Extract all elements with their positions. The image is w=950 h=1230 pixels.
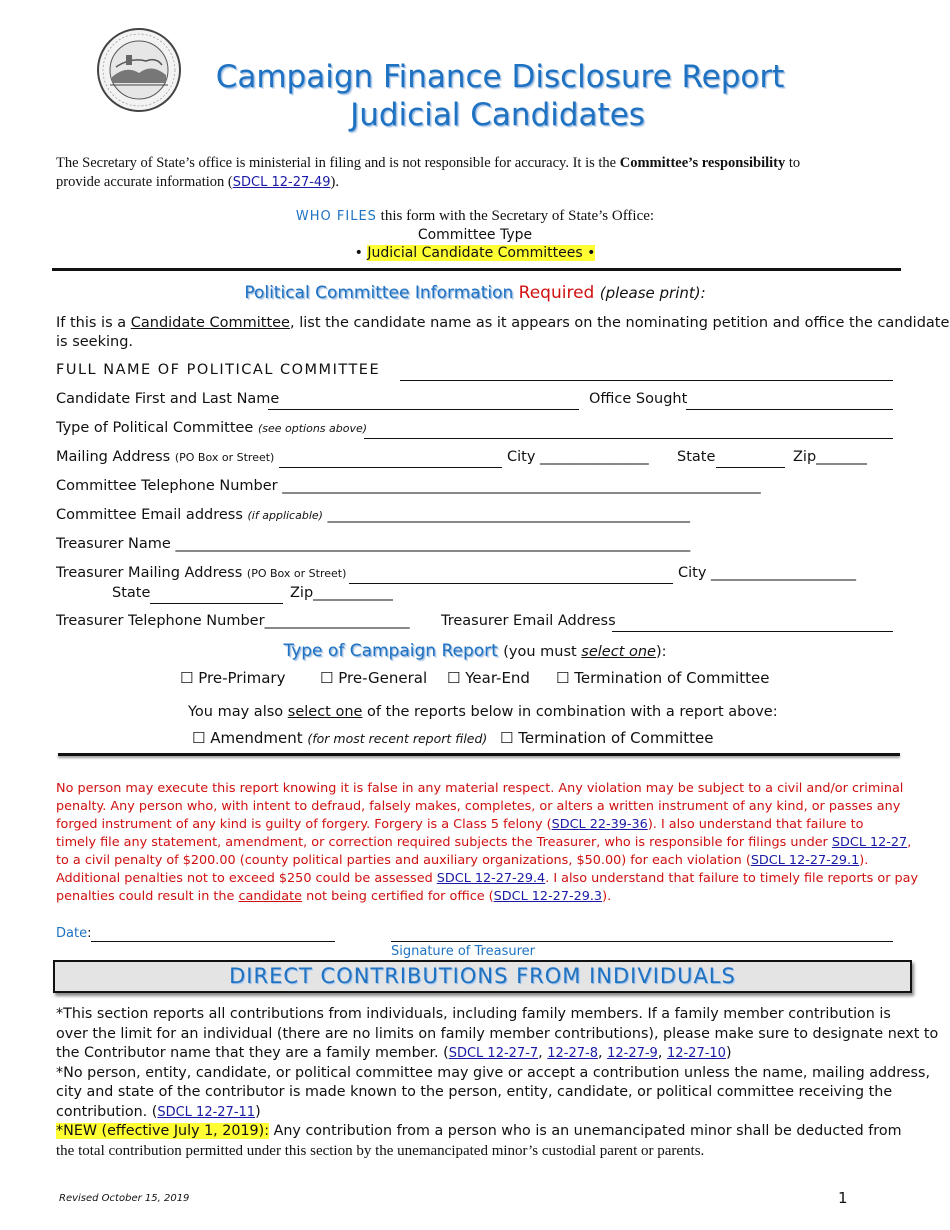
checkbox-icon: ☐	[192, 729, 206, 747]
sdcl-12-27-7-link[interactable]: SDCL 12-27-7	[448, 1046, 539, 1061]
zip-field[interactable]: Zip_______	[793, 449, 867, 465]
section-divider-2	[58, 753, 900, 756]
sdcl-22-39-36-link[interactable]: SDCL 22-39-36	[551, 817, 648, 832]
sdcl-12-27-29-1-link[interactable]: SDCL 12-27-29.1	[750, 853, 860, 868]
date-label: Date:	[56, 926, 92, 941]
option-combo-termination[interactable]: ☐ Termination of Committee	[500, 729, 714, 747]
candidate-name-label: Candidate First and Last Name	[56, 391, 280, 407]
candidate-name-field[interactable]	[268, 409, 579, 410]
sdcl-12-27-29-4-link[interactable]: SDCL 12-27-29.4	[436, 871, 546, 886]
committee-phone-field[interactable]: Committee Telephone Number __________________________________________________________________	[56, 478, 761, 494]
info-heading: Political Committee Information Required (please print):	[244, 283, 706, 303]
intro-paragraph: The Secretary of State’s office is ministerial in filing and is not responsible for accuracy. It is the Committee’s responsibility to provide accurate information (SDCL 12-27-49).	[56, 155, 801, 190]
treasurer-email-field[interactable]	[612, 631, 893, 632]
signature-label: Signature of Treasurer	[391, 944, 535, 959]
new-rule-highlight: *NEW (effective July 1, 2019):	[56, 1123, 270, 1139]
form-title	[150, 58, 850, 134]
treasurer-state-field[interactable]	[150, 603, 283, 604]
report-type-heading: Type of Campaign Report (you must select one):	[283, 641, 667, 661]
option-pre-general[interactable]: ☐ Pre-General	[320, 669, 428, 687]
committee-type-label: Type of Political Committee (see options above)	[56, 420, 368, 436]
option-termination[interactable]: ☐ Termination of Committee	[556, 669, 770, 687]
state-field[interactable]	[716, 467, 785, 468]
judicial-committee-highlight: Judicial Candidate Committees •	[367, 245, 596, 261]
treasurer-state-label: State	[112, 585, 151, 601]
info-description: If this is a Candidate Committee, list the candidate name as it appears on the nominating petition and office the candidate is seeking.	[56, 315, 950, 350]
city-field[interactable]: City _______________	[507, 449, 649, 465]
committee-type-field[interactable]	[364, 438, 893, 439]
contributions-notes: *This section reports all contributions from individuals, including family members. If a family member contribution is over the limit for an individual (there are no limits on family member contributions), please make sure to designate next to the Contributor name that they are a family member. (SDCL 12-27-7, 12-27-8, 12-27-9, 12-27-10) *No person, entity, candidate, or political committee may give or accept a contribution unless the name, mailing address, city and state of the contributor is made known to the person, entity, candidate, or political committee receiving the contribution. (SDCL 12-27-11) *NEW (effective July 1, 2019): Any contribution from a person who is an unemancipated minor shall be deducted from the total contribution permitted under this section by the unemancipated minor’s custodial parent or parents.	[56, 1006, 939, 1159]
checkbox-icon: ☐	[447, 669, 461, 687]
revised-date: Revised October 15, 2019	[59, 1193, 190, 1204]
combination-note: You may also select one of the reports below in combination with a report above:	[188, 704, 778, 720]
section-divider	[52, 268, 901, 271]
signature-field[interactable]	[391, 941, 893, 942]
sdcl-12-27-9-link[interactable]: 12-27-9	[607, 1046, 658, 1061]
mailing-address-field[interactable]	[279, 467, 502, 468]
committee-name-field[interactable]	[400, 380, 893, 381]
treasurer-city-field[interactable]: City ____________________	[678, 565, 857, 581]
committee-name-label: FULL NAME OF POLITICAL COMMITTEE	[56, 362, 381, 378]
penalty-warning: No person may execute this report knowing it is false in any material respect. Any violation may be subject to a civil and/or criminal penalty. Any person who, with intent to defraud, falsely makes, completes, or alters a written instrument of any kind, or passes any forged instrument of any kind is guilty of forgery. Forgery is a Class 5 felony (SDCL 22-39-36). I also understand that failure to timely file any statement, amendment, or correction required subjects the Treasurer, who is responsible for filings under SDCL 12-27, to a civil penalty of $200.00 (county political parties and auxiliary organizations, $50.00) for each violation (SDCL 12-27-29.1). Additional penalties not to exceed $250 could be assessed SDCL 12-27-29.4. I also understand that failure to timely file reports or pay penalties could result in the candidate not being certified for office (SDCL 12-27-29.3).	[56, 781, 919, 904]
checkbox-icon: ☐	[500, 729, 514, 747]
option-amendment[interactable]: ☐ Amendment (for most recent report filed)	[192, 729, 488, 747]
treasurer-phone-field[interactable]: Treasurer Telephone Number____________________	[56, 613, 410, 629]
checkbox-icon: ☐	[556, 669, 570, 687]
treasurer-address-label: Treasurer Mailing Address (PO Box or Street)	[56, 565, 347, 581]
contributions-banner: DIRECT CONTRIBUTIONS FROM INDIVIDUALS	[53, 960, 912, 993]
title-line-2: Judicial Candidates	[350, 97, 645, 133]
office-sought-label: Office Sought	[589, 391, 688, 407]
state-label: State	[677, 449, 716, 465]
who-files: WHO FILES this form with the Secretary of State’s Office: Committee Type • Judicial Candidate Committees •	[295, 208, 655, 261]
treasurer-name-field[interactable]: Treasurer Name _______________________________________________________________________	[56, 536, 691, 552]
checkbox-icon: ☐	[180, 669, 194, 687]
committee-email-field[interactable]: Committee Email address (if applicable) __________________________________________________	[56, 507, 691, 523]
option-pre-primary[interactable]: ☐ Pre-Primary	[180, 669, 286, 687]
mailing-address-label: Mailing Address (PO Box or Street)	[56, 449, 275, 465]
sdcl-12-27-8-link[interactable]: 12-27-8	[547, 1046, 598, 1061]
treasurer-email-label: Treasurer Email Address	[441, 613, 616, 629]
office-sought-field[interactable]	[686, 409, 893, 410]
title-line-1: Campaign Finance Disclosure Report	[215, 59, 785, 95]
sdcl-12-27-10-link[interactable]: 12-27-10	[666, 1046, 726, 1061]
option-year-end[interactable]: ☐ Year-End	[447, 669, 530, 687]
date-field[interactable]	[91, 941, 335, 942]
sdcl-12-27-11-link[interactable]: SDCL 12-27-11	[157, 1104, 256, 1120]
sdcl-12-27-29-3-link[interactable]: SDCL 12-27-29.3	[493, 889, 603, 904]
treasurer-address-field[interactable]	[349, 583, 673, 584]
sdcl-12-27-link[interactable]: SDCL 12-27	[831, 835, 908, 850]
checkbox-icon: ☐	[320, 669, 334, 687]
sdcl-12-27-49-link[interactable]: SDCL 12-27-49	[232, 175, 331, 190]
treasurer-zip-field[interactable]: Zip___________	[290, 585, 393, 601]
page-number: 1	[838, 1189, 848, 1207]
